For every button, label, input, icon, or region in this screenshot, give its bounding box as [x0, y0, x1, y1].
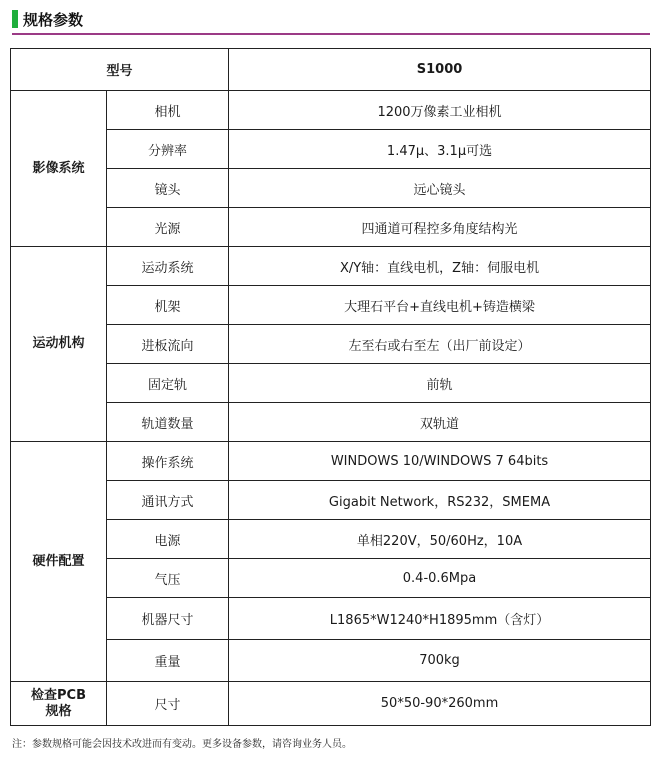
- spec-table: [10, 48, 651, 726]
- section-header: [12, 8, 83, 30]
- row-label: 相机: [107, 91, 229, 130]
- table-row: [11, 130, 651, 169]
- group-pcb-line2: 规格: [45, 703, 72, 719]
- row-label: 轨道数量: [107, 403, 229, 442]
- table-row: [11, 442, 651, 481]
- row-value: X/Y轴：直线电机，Z轴：伺服电机: [229, 247, 651, 286]
- model-label: 型号: [11, 49, 229, 91]
- model-value: S1000: [229, 49, 651, 91]
- row-label: 机架: [107, 286, 229, 325]
- row-label: 重量: [107, 640, 229, 682]
- row-label: 分辨率: [107, 130, 229, 169]
- row-value: 双轨道: [229, 403, 651, 442]
- table-row: [11, 364, 651, 403]
- group-hardware: 硬件配置: [11, 442, 107, 682]
- table-row: [11, 640, 651, 682]
- table-row: [11, 520, 651, 559]
- table-row: [11, 247, 651, 286]
- row-value: 远心镜头: [229, 169, 651, 208]
- row-label: 运动系统: [107, 247, 229, 286]
- table-row: [11, 169, 651, 208]
- table-row: [11, 682, 651, 726]
- group-motion: 运动机构: [11, 247, 107, 442]
- row-label: 机器尺寸: [107, 598, 229, 640]
- row-label: 镜头: [107, 169, 229, 208]
- table-row: [11, 286, 651, 325]
- group-pcb-line1: 检查PCB: [31, 687, 86, 703]
- header-divider: [12, 33, 650, 35]
- row-label: 固定轨: [107, 364, 229, 403]
- row-value: 1.47μ、3.1μ可选: [229, 130, 651, 169]
- row-value: 左至右或右至左（出厂前设定）: [229, 325, 651, 364]
- row-value: 700kg: [229, 640, 651, 682]
- group-pcb-spec: [11, 682, 107, 726]
- row-value: L1865*W1240*H1895mm（含灯）: [229, 598, 651, 640]
- row-label: 通讯方式: [107, 481, 229, 520]
- footnote: 注：参数规格可能会因技术改进而有变动。更多设备参数，请咨询业务人员。: [12, 739, 352, 750]
- row-value: 0.4-0.6Mpa: [229, 559, 651, 598]
- row-label: 光源: [107, 208, 229, 247]
- table-header-row: [11, 49, 651, 91]
- row-value: 50*50-90*260mm: [229, 682, 651, 726]
- row-label: 尺寸: [107, 682, 229, 726]
- group-imaging: 影像系统: [11, 91, 107, 247]
- row-value: 大理石平台+直线电机+铸造横梁: [229, 286, 651, 325]
- row-value: 1200万像素工业相机: [229, 91, 651, 130]
- header-accent-bar: [12, 10, 18, 28]
- table-row: [11, 325, 651, 364]
- row-value: 四通道可程控多角度结构光: [229, 208, 651, 247]
- table-row: [11, 559, 651, 598]
- row-label: 操作系统: [107, 442, 229, 481]
- table-row: [11, 208, 651, 247]
- row-label: 进板流向: [107, 325, 229, 364]
- row-label: 气压: [107, 559, 229, 598]
- table-row: [11, 598, 651, 640]
- table-row: [11, 403, 651, 442]
- table-row: [11, 481, 651, 520]
- row-value: 单相220V，50/60Hz，10A: [229, 520, 651, 559]
- section-title: 规格参数: [23, 10, 84, 29]
- row-value: Gigabit Network，RS232，SMEMA: [229, 481, 651, 520]
- row-value: 前轨: [229, 364, 651, 403]
- table-row: [11, 91, 651, 130]
- row-value: WINDOWS 10/WINDOWS 7 64bits: [229, 442, 651, 481]
- row-label: 电源: [107, 520, 229, 559]
